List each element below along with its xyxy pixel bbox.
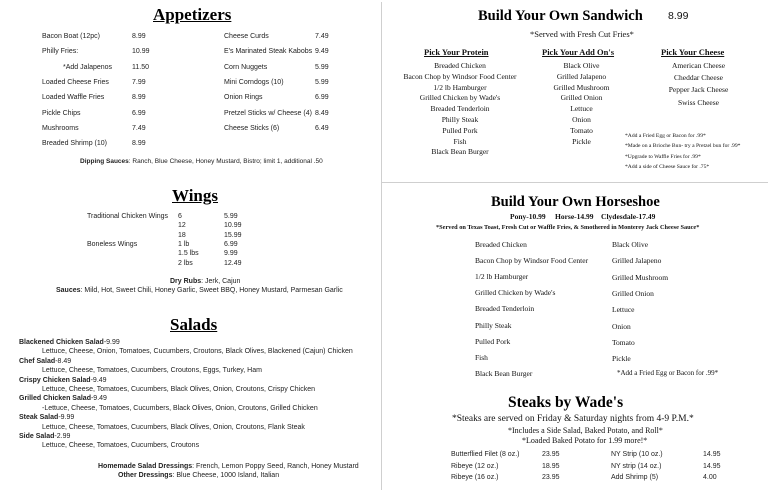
salad-name: Side Salad: [19, 433, 55, 440]
appetizer-price: 7.99: [132, 78, 146, 86]
appetizer-price: 8.99: [132, 94, 146, 102]
other-dressings: [118, 471, 279, 480]
column-divider: [381, 2, 382, 490]
sandwich-addon-option: Onion: [572, 115, 591, 124]
other-dressings-label: Other Dressings: [118, 472, 173, 479]
wing-sauces-text: : Mild, Hot, Sweet Chili, Honey Garlic, Sweet BBQ, Honey Mustard, Parmesan Garlic: [80, 287, 343, 294]
steak-name: NY Strip (10 oz.): [611, 451, 663, 458]
salad-item: [19, 357, 71, 366]
sandwich-title: Build Your Own Sandwich: [478, 8, 643, 24]
sandwich-addon-option: Grilled Jalapeno: [556, 71, 607, 81]
steaks-title: Steaks by Wade's: [508, 394, 624, 411]
sandwich-protein-option: Fish: [453, 136, 467, 146]
steak-price: 4.00: [703, 474, 717, 481]
appetizer-name: Bacon Boat (12pc): [42, 33, 100, 40]
salad-description: -Lettuce, Cheese, Tomatoes, Cucumbers, Black Olives, Onion, Croutons, Grilled Chicken: [42, 404, 318, 412]
other-dressings-text: : Blue Cheese, 1000 Island, Italian: [172, 472, 280, 479]
steak-name: NY strip (14 oz.): [611, 462, 662, 470]
salad-item: [19, 413, 74, 422]
salad-item: [19, 376, 107, 385]
sandwich-note: *Add a side of Cheese Sauce for .75*: [625, 163, 710, 170]
wing-quantity: 1 lb: [178, 241, 190, 248]
appetizer-name: Loaded Waffle Fries: [42, 94, 105, 102]
sandwich-price: 8.99: [668, 10, 689, 22]
horseshoe-protein-option: Pulled Pork: [475, 336, 511, 346]
steak-price: 18.95: [542, 462, 560, 470]
wing-price: 6.99: [224, 241, 238, 248]
horseshoe-protein-option: Breaded Chicken: [475, 240, 527, 249]
appetizer-name: Mushrooms: [42, 124, 79, 132]
appetizer-name: Mini Corndogs (10): [224, 78, 284, 86]
horseshoe-protein-option: Philly Steak: [475, 320, 512, 330]
dry-rubs-label: Dry Rubs: [170, 278, 202, 285]
salad-name: Crispy Chicken Salad: [19, 376, 91, 384]
wing-quantity: 6: [178, 213, 182, 220]
wing-sauces: [56, 286, 343, 295]
wing-quantity: 18: [178, 231, 186, 239]
horseshoe-protein-option: Black Bean Burger: [475, 368, 533, 378]
salad-item: [19, 338, 120, 347]
appetizer-name: Corn Nuggets: [224, 63, 268, 71]
pick-addon-header: Pick Your Add On's: [542, 47, 615, 57]
wing-price: 12.49: [224, 259, 242, 267]
wing-quantity: 2 lbs: [178, 259, 193, 267]
sandwich-addon-option: Tomato: [570, 125, 593, 135]
wing-quantity: 12: [178, 222, 186, 230]
appetizer-price: 7.49: [132, 124, 146, 132]
steak-name: Add Shrimp (5): [611, 474, 659, 481]
dipping-sauces-text: : Ranch, Blue Cheese, Honey Mustard, Bistro; limit 1, additional .50: [128, 158, 323, 165]
sandwich-addon-option: Black Olive: [563, 61, 600, 70]
appetizer-name: Breaded Shrimp (10): [42, 140, 107, 148]
wing-price: 5.99: [224, 213, 238, 220]
sandwich-protein-option: Grilled Chicken by Wade's: [419, 93, 501, 103]
appetizer-name: Onion Rings: [224, 94, 263, 102]
appetizer-price: 10.99: [132, 48, 150, 56]
appetizer-name: *Add Jalapenos: [63, 63, 113, 71]
horseshoe-addon-option: Pickle: [612, 354, 631, 364]
salad-price: -9.49: [90, 376, 107, 384]
sandwich-cheese-option: Cheddar Cheese: [674, 73, 723, 83]
sandwich-protein-option: Philly Steak: [441, 115, 479, 124]
salad-price: -9.49: [90, 395, 107, 403]
appetizer-price: 6.99: [315, 94, 329, 102]
steaks-subtitle: *Steaks are served on Friday & Saturday nights from 4-9 P.M.*: [452, 414, 694, 424]
horseshoe-protein-option: Bacon Chop by Windsor Food Center: [475, 256, 589, 266]
horseshoe-protein-option: Grilled Chicken by Wade's: [475, 288, 556, 298]
appetizer-price: 8.49: [315, 109, 329, 117]
appetizer-price: 5.99: [315, 78, 329, 86]
pick-protein-header: Pick Your Protein: [424, 47, 489, 57]
salad-price: -9.99: [103, 339, 120, 346]
dipping-sauces-label: Dipping Sauces: [80, 158, 129, 165]
salad-name: Steak Salad: [19, 414, 59, 422]
horseshoe-protein-option: Breaded Tenderloin: [475, 304, 535, 314]
appetizer-name: Cheese Sticks (6): [224, 124, 280, 132]
salad-name: Chef Salad: [19, 357, 56, 365]
appetizer-price: 6.49: [315, 124, 329, 132]
horseshoe-protein-option: 1/2 lb Hamburger: [475, 272, 529, 282]
appetizer-name: E's Marinated Steak Kabobs: [224, 48, 313, 56]
appetizer-price: 8.99: [132, 140, 146, 148]
sandwich-protein-option: 1/2 lb Hamburger: [433, 82, 487, 92]
wing-quantity: 1.5 lbs: [178, 250, 199, 258]
steaks-includes: *Includes a Side Salad, Baked Potato, and Roll*: [508, 426, 663, 435]
steak-name: Butterflied Filet (8 oz.): [451, 451, 520, 458]
salad-price: -9.99: [58, 414, 75, 422]
horseshoe-addon-option: Lettuce: [612, 305, 635, 315]
sandwich-protein-option: Breaded Tenderloin: [430, 104, 490, 114]
sandwich-addon-option: Grilled Mushroom: [553, 82, 610, 92]
appetizer-price: 11.50: [132, 63, 149, 71]
appetizer-price: 6.99: [132, 109, 146, 117]
steak-price: 14.95: [703, 451, 721, 458]
sandwich-protein-option: Breaded Chicken: [434, 61, 486, 70]
wing-price: 15.99: [224, 231, 242, 239]
homemade-dressings-label: Homemade Salad Dressings: [98, 463, 193, 470]
sandwich-subtitle: *Served with Fresh Cut Fries*: [530, 29, 634, 39]
steak-price: 23.95: [542, 451, 560, 458]
salad-description: Lettuce, Cheese, Tomatoes, Cucumbers, Black Olives, Onion, Croutons, Crispy Chicken: [42, 386, 315, 393]
steaks-loaded-potato: *Loaded Baked Potato for 1.99 more!*: [522, 436, 648, 445]
salad-price: -2.99: [54, 433, 71, 440]
salad-description: Lettuce, Cheese, Tomatoes, Cucumbers, Croutons, Eggs, Turkey, Ham: [42, 367, 262, 375]
appetizer-name: Philly Fries:: [42, 48, 79, 56]
horseshoe-note: *Add a Fried Egg or Bacon for .99*: [617, 369, 719, 377]
steak-name: Ribeye (16 oz.): [451, 474, 499, 481]
sandwich-addon-option: Pickle: [572, 136, 591, 146]
horseshoe-subtitle: *Served on Texas Toast, Fresh Cut or Waffle Fries, & Smothered in Monterey Jack Cheese Sauce*: [436, 224, 700, 231]
dry-rubs: [170, 277, 240, 286]
sandwich-protein-option: Black Bean Burger: [431, 147, 489, 157]
salad-description: Lettuce, Cheese, Tomatoes, Cucumbers, Croutons: [42, 442, 200, 450]
salad-item: [19, 432, 70, 441]
horseshoe-addon-option: Black Olive: [612, 240, 649, 249]
salad-name: Grilled Chicken Salad: [19, 395, 91, 403]
pick-cheese-header: Pick Your Cheese: [661, 47, 725, 57]
appetizer-price: 7.49: [315, 33, 329, 40]
steak-name: Ribeye (12 oz.): [451, 462, 499, 470]
salad-price: -8.49: [55, 357, 72, 365]
sandwich-note: *Add a Fried Egg or Bacon for .99*: [625, 133, 706, 139]
sandwich-cheese-option: American Cheese: [671, 61, 726, 70]
sandwich-cheese-option: Pepper Jack Cheese: [668, 85, 729, 95]
horseshoe-addon-option: Grilled Onion: [612, 288, 654, 298]
appetizer-name: Cheese Curds: [224, 33, 269, 40]
homemade-dressings: [98, 462, 359, 471]
sandwich-protein-option: Pulled Pork: [442, 125, 478, 135]
appetizers-title: Appetizers: [153, 5, 232, 24]
appetizer-name: Pretzel Sticks w/ Cheese (4): [224, 109, 312, 117]
salad-description: Lettuce, Cheese, Tomatoes, Cucumbers, Black Olives, Onion, Croutons, Flank Steak: [42, 423, 305, 431]
sandwich-addon-option: Lettuce: [570, 104, 593, 114]
salad-item: [19, 394, 107, 403]
horseshoe-addon-option: Onion: [612, 321, 631, 331]
sandwich-note: *Made on a Brioche Bun- try a Pretzel bun for .99*: [625, 143, 741, 150]
horseshoe-addon-option: Grilled Jalapeno: [612, 256, 662, 266]
traditional-wings-label: Traditional Chicken Wings: [87, 213, 169, 220]
sandwich-protein-option: Bacon Chop by Windsor Food Center: [403, 71, 517, 81]
horseshoe-addon-option: Grilled Mushroom: [612, 272, 669, 282]
homemade-dressings-text: : French, Lemon Poppy Seed, Ranch, Honey Mustard: [192, 463, 359, 470]
salad-description: Lettuce, Cheese, Onion, Tomatoes, Cucumbers, Croutons, Black Olives, Blackened (Cajun) Chicken: [42, 348, 353, 356]
appetizer-name: Pickle Chips: [42, 109, 81, 117]
dry-rubs-text: : Jerk, Cajun: [201, 278, 241, 285]
sandwich-cheese-option: Swiss Cheese: [677, 97, 720, 107]
horseshoe-protein-option: Fish: [475, 352, 488, 362]
horseshoe-sizes: Pony-10.99 Horse-14.99 Clydesdale-17.49: [510, 212, 656, 221]
wing-sauces-label: Sauces: [56, 287, 81, 294]
horseshoe-title: Build Your Own Horseshoe: [491, 194, 660, 210]
appetizer-price: 8.99: [132, 33, 146, 40]
salads-title: Salads: [170, 315, 218, 334]
boneless-wings-label: Boneless Wings: [87, 241, 138, 248]
horseshoe-addon-option: Tomato: [612, 337, 635, 347]
steak-price: 14.95: [703, 462, 721, 470]
appetizer-name: Loaded Cheese Fries: [42, 78, 109, 86]
sandwich-note: *Upgrade to Waffle Fries for .99*: [625, 153, 701, 160]
section-divider: [382, 182, 768, 183]
steak-price: 23.95: [542, 474, 560, 481]
appetizer-price: 5.99: [315, 63, 329, 71]
appetizer-price: 9.49: [315, 48, 329, 56]
dipping-sauces: [80, 157, 323, 166]
wing-price: 10.99: [224, 222, 242, 230]
wing-price: 9.99: [224, 250, 238, 258]
sandwich-addon-option: Grilled Onion: [560, 93, 603, 103]
salad-name: Blackened Chicken Salad: [19, 339, 104, 346]
wings-title: Wings: [172, 186, 218, 205]
